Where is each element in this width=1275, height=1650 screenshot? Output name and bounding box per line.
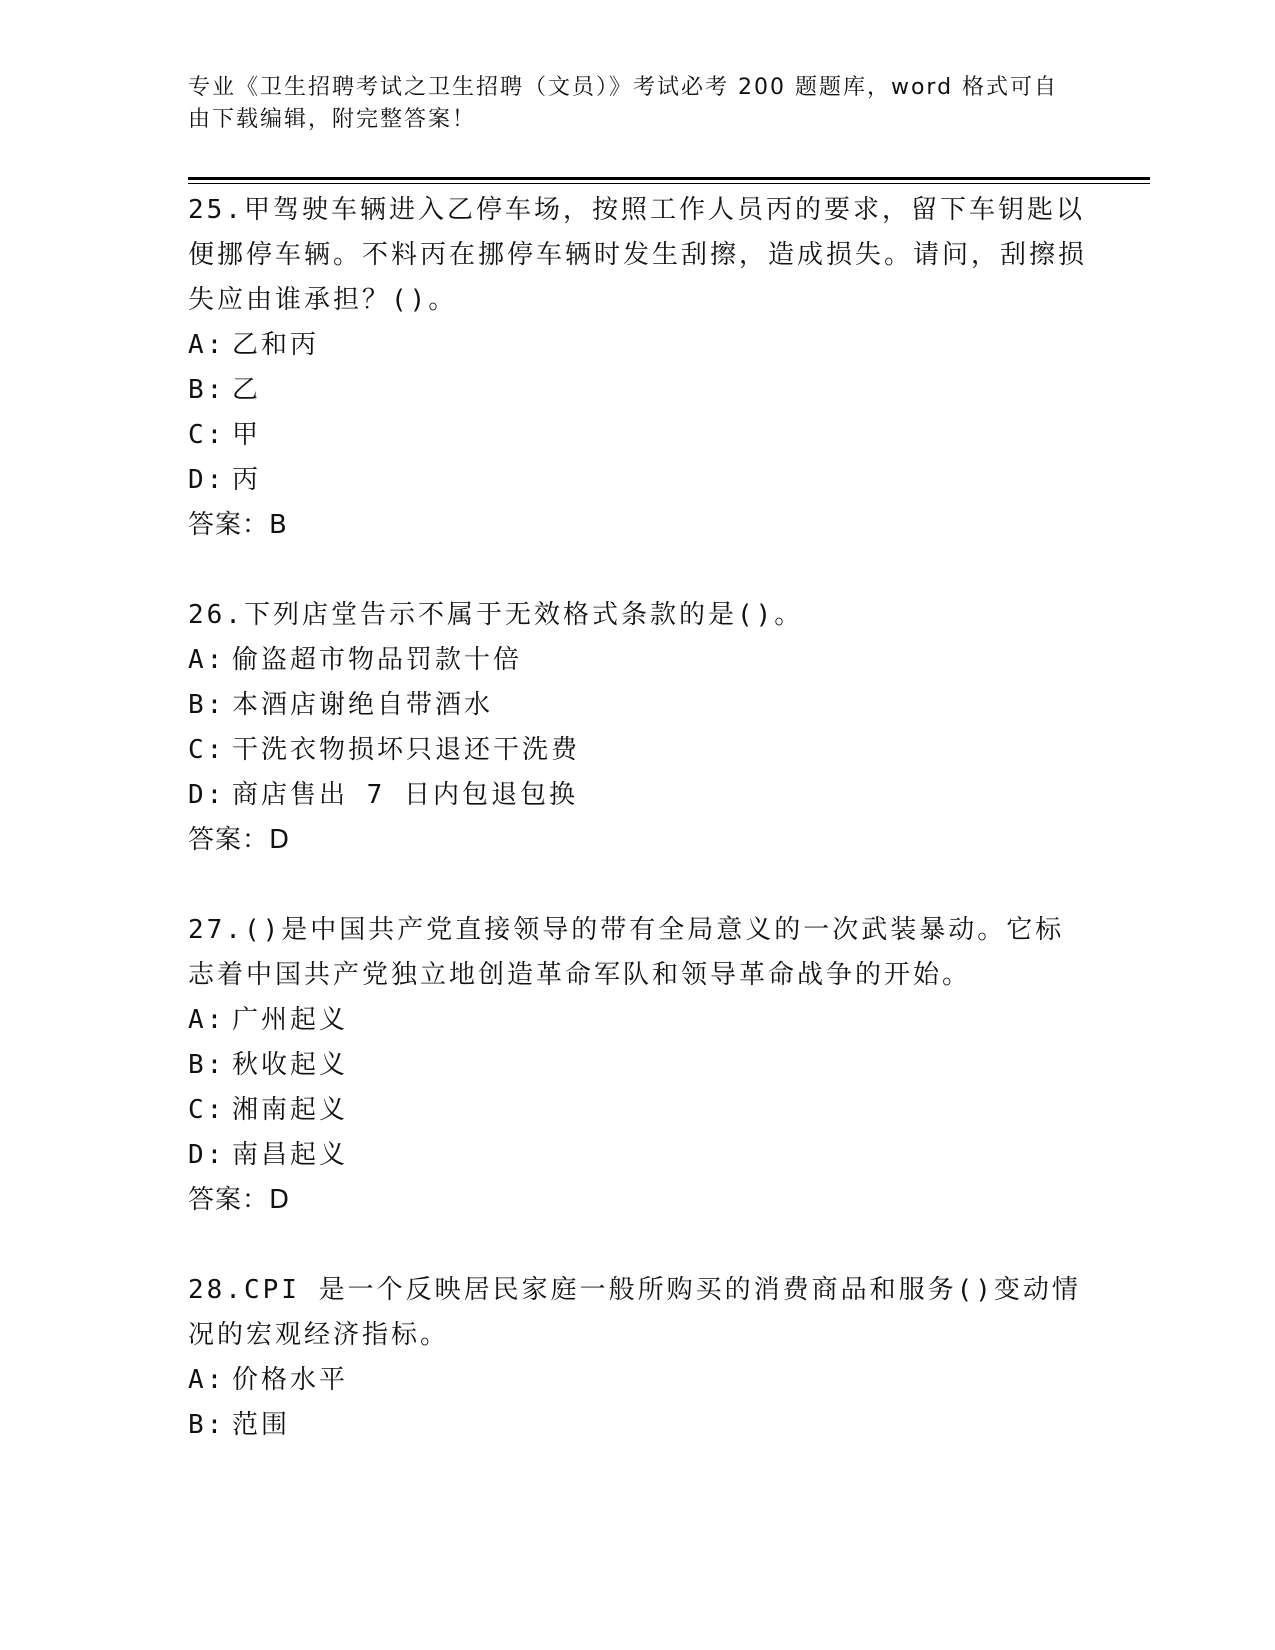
option-text: 广州起义 [232,1005,349,1035]
option-text: 范围 [232,1410,291,1440]
option-text: 偷盗超市物品罚款十倍 [232,645,523,675]
option-text: 乙 [232,375,262,405]
document-header: 专业《卫生招聘考试之卫生招聘（文员）》考试必考 200 题题库，word 格式可自由下载编辑，附完整答案！ [188,75,1059,132]
option-text: 湘南起义 [232,1095,349,1125]
option-label: B: [188,1410,226,1440]
option-label: A: [188,1365,226,1395]
question-28 [188,1268,1088,1448]
option-label: C: [188,420,226,450]
option-c [188,413,1088,458]
question-26 [188,593,1088,863]
option-text: 甲 [232,420,262,450]
option-a [188,638,1088,683]
spacer [188,863,1088,908]
option-label: C: [188,735,226,765]
option-label: B: [188,1050,226,1080]
option-text: 丙 [232,465,262,495]
answer-line: 答案：D [188,825,291,855]
option-b [188,1403,1088,1448]
question-25 [188,188,1088,548]
option-a [188,1358,1088,1403]
option-d [188,458,1088,503]
question-stem: 27.()是中国共产党直接领导的带有全局意义的一次武装暴动。它标志着中国共产党独立地创造革命军队和领导革命战争的开始。 [188,915,1065,990]
option-text: 干洗衣物损坏只退还干洗费 [232,735,581,765]
option-b [188,1043,1088,1088]
option-text: 价格水平 [232,1365,349,1395]
option-text: 商店售出 7 日内包退包换 [232,780,578,810]
option-label: D: [188,465,226,495]
option-label: A: [188,645,226,675]
question-stem: 28.CPI 是一个反映居民家庭一般所购买的消费商品和服务()变动情况的宏观经济指标。 [188,1275,1081,1350]
option-d [188,773,1088,818]
option-d [188,1133,1088,1178]
option-c [188,728,1088,773]
option-label: B: [188,690,226,720]
option-b [188,368,1088,413]
option-label: C: [188,1095,226,1125]
spacer [188,548,1088,593]
option-a [188,998,1088,1043]
option-label: A: [188,1005,226,1035]
question-list [188,188,1088,1448]
header-divider-thick [188,177,1150,180]
option-text: 秋收起义 [232,1050,349,1080]
option-text: 南昌起义 [232,1140,349,1170]
option-label: D: [188,780,226,810]
option-b [188,683,1088,728]
option-a [188,323,1088,368]
question-27 [188,908,1088,1223]
option-text: 本酒店谢绝自带酒水 [232,690,494,720]
option-label: D: [188,1140,226,1170]
option-text: 乙和丙 [232,330,320,360]
option-label: A: [188,330,226,360]
option-label: B: [188,375,226,405]
option-c [188,1088,1088,1133]
question-stem: 26.下列店堂告示不属于无效格式条款的是()。 [188,600,804,630]
answer-line: 答案：D [188,1185,291,1215]
header-divider-thin [188,183,1150,184]
question-stem: 25.甲驾驶车辆进入乙停车场，按照工作人员丙的要求，留下车钥匙以便挪停车辆。不料丙在挪停车辆时发生刮擦，造成损失。请问，刮擦损失应由谁承担？()。 [188,195,1088,315]
spacer [188,1223,1088,1268]
answer-line: 答案：B [188,510,288,540]
